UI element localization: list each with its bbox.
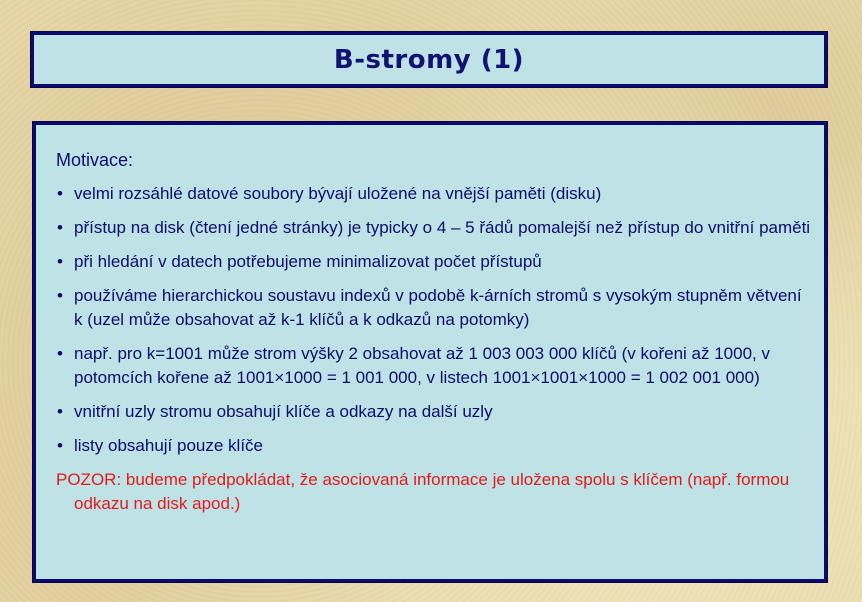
bullet-text: používáme hierarchickou soustavu indexů v podobě k-árních stromů s vysokým stupněm větvení k (uzel může obsahovat až k-1 klíčů a k odkazů na potomky) bbox=[74, 286, 802, 329]
bullet-item bbox=[56, 342, 812, 390]
bullet-dot-icon: • bbox=[57, 184, 63, 203]
bullet-text: při hledání v datech potřebujeme minimalizovat počet přístupů bbox=[74, 252, 542, 271]
bullet-text: listy obsahují pouze klíče bbox=[74, 436, 263, 455]
bullet-dot-icon: • bbox=[57, 436, 63, 455]
bullet-dot-icon: • bbox=[57, 286, 63, 305]
bullet-dot-icon: • bbox=[57, 252, 63, 271]
bullet-item bbox=[56, 434, 812, 458]
bullet-text: např. pro k=1001 může strom výšky 2 obsahovat až 1 003 003 000 klíčů (v kořeni až 1000, v potomcích kořene až 1001×1000 = 1 001 000, v listech 1001×1001×1000 = 1 002 001 000) bbox=[74, 344, 770, 387]
bullet-text: velmi rozsáhlé datové soubory bývají uložené na vnější paměti (disku) bbox=[74, 184, 602, 203]
bullet-item bbox=[56, 182, 812, 206]
bullet-text: vnitřní uzly stromu obsahují klíče a odkazy na další uzly bbox=[74, 402, 493, 421]
bullet-item bbox=[56, 216, 812, 240]
slide-title-box bbox=[31, 32, 827, 87]
bullet-text: přístup na disk (čtení jedné stránky) je typicky o 4 – 5 řádů pomalejší než přístup do vnitřní paměti bbox=[74, 218, 811, 237]
warning-note: POZOR: budeme předpokládat, že asociovaná informace je uložena spolu s klíčem (např. formou odkazu na disk apod.) bbox=[56, 470, 790, 513]
intro-heading: Motivace: bbox=[56, 150, 134, 170]
bullet-item bbox=[56, 250, 812, 274]
bullet-dot-icon: • bbox=[57, 218, 63, 237]
bullet-item bbox=[56, 284, 812, 332]
bullet-item bbox=[56, 400, 812, 424]
bullet-list bbox=[56, 182, 812, 458]
slide-title: B-stromy (1) bbox=[333, 44, 525, 75]
slide-content-box bbox=[33, 122, 827, 582]
bullet-dot-icon: • bbox=[57, 402, 63, 421]
bullet-dot-icon: • bbox=[57, 344, 63, 363]
